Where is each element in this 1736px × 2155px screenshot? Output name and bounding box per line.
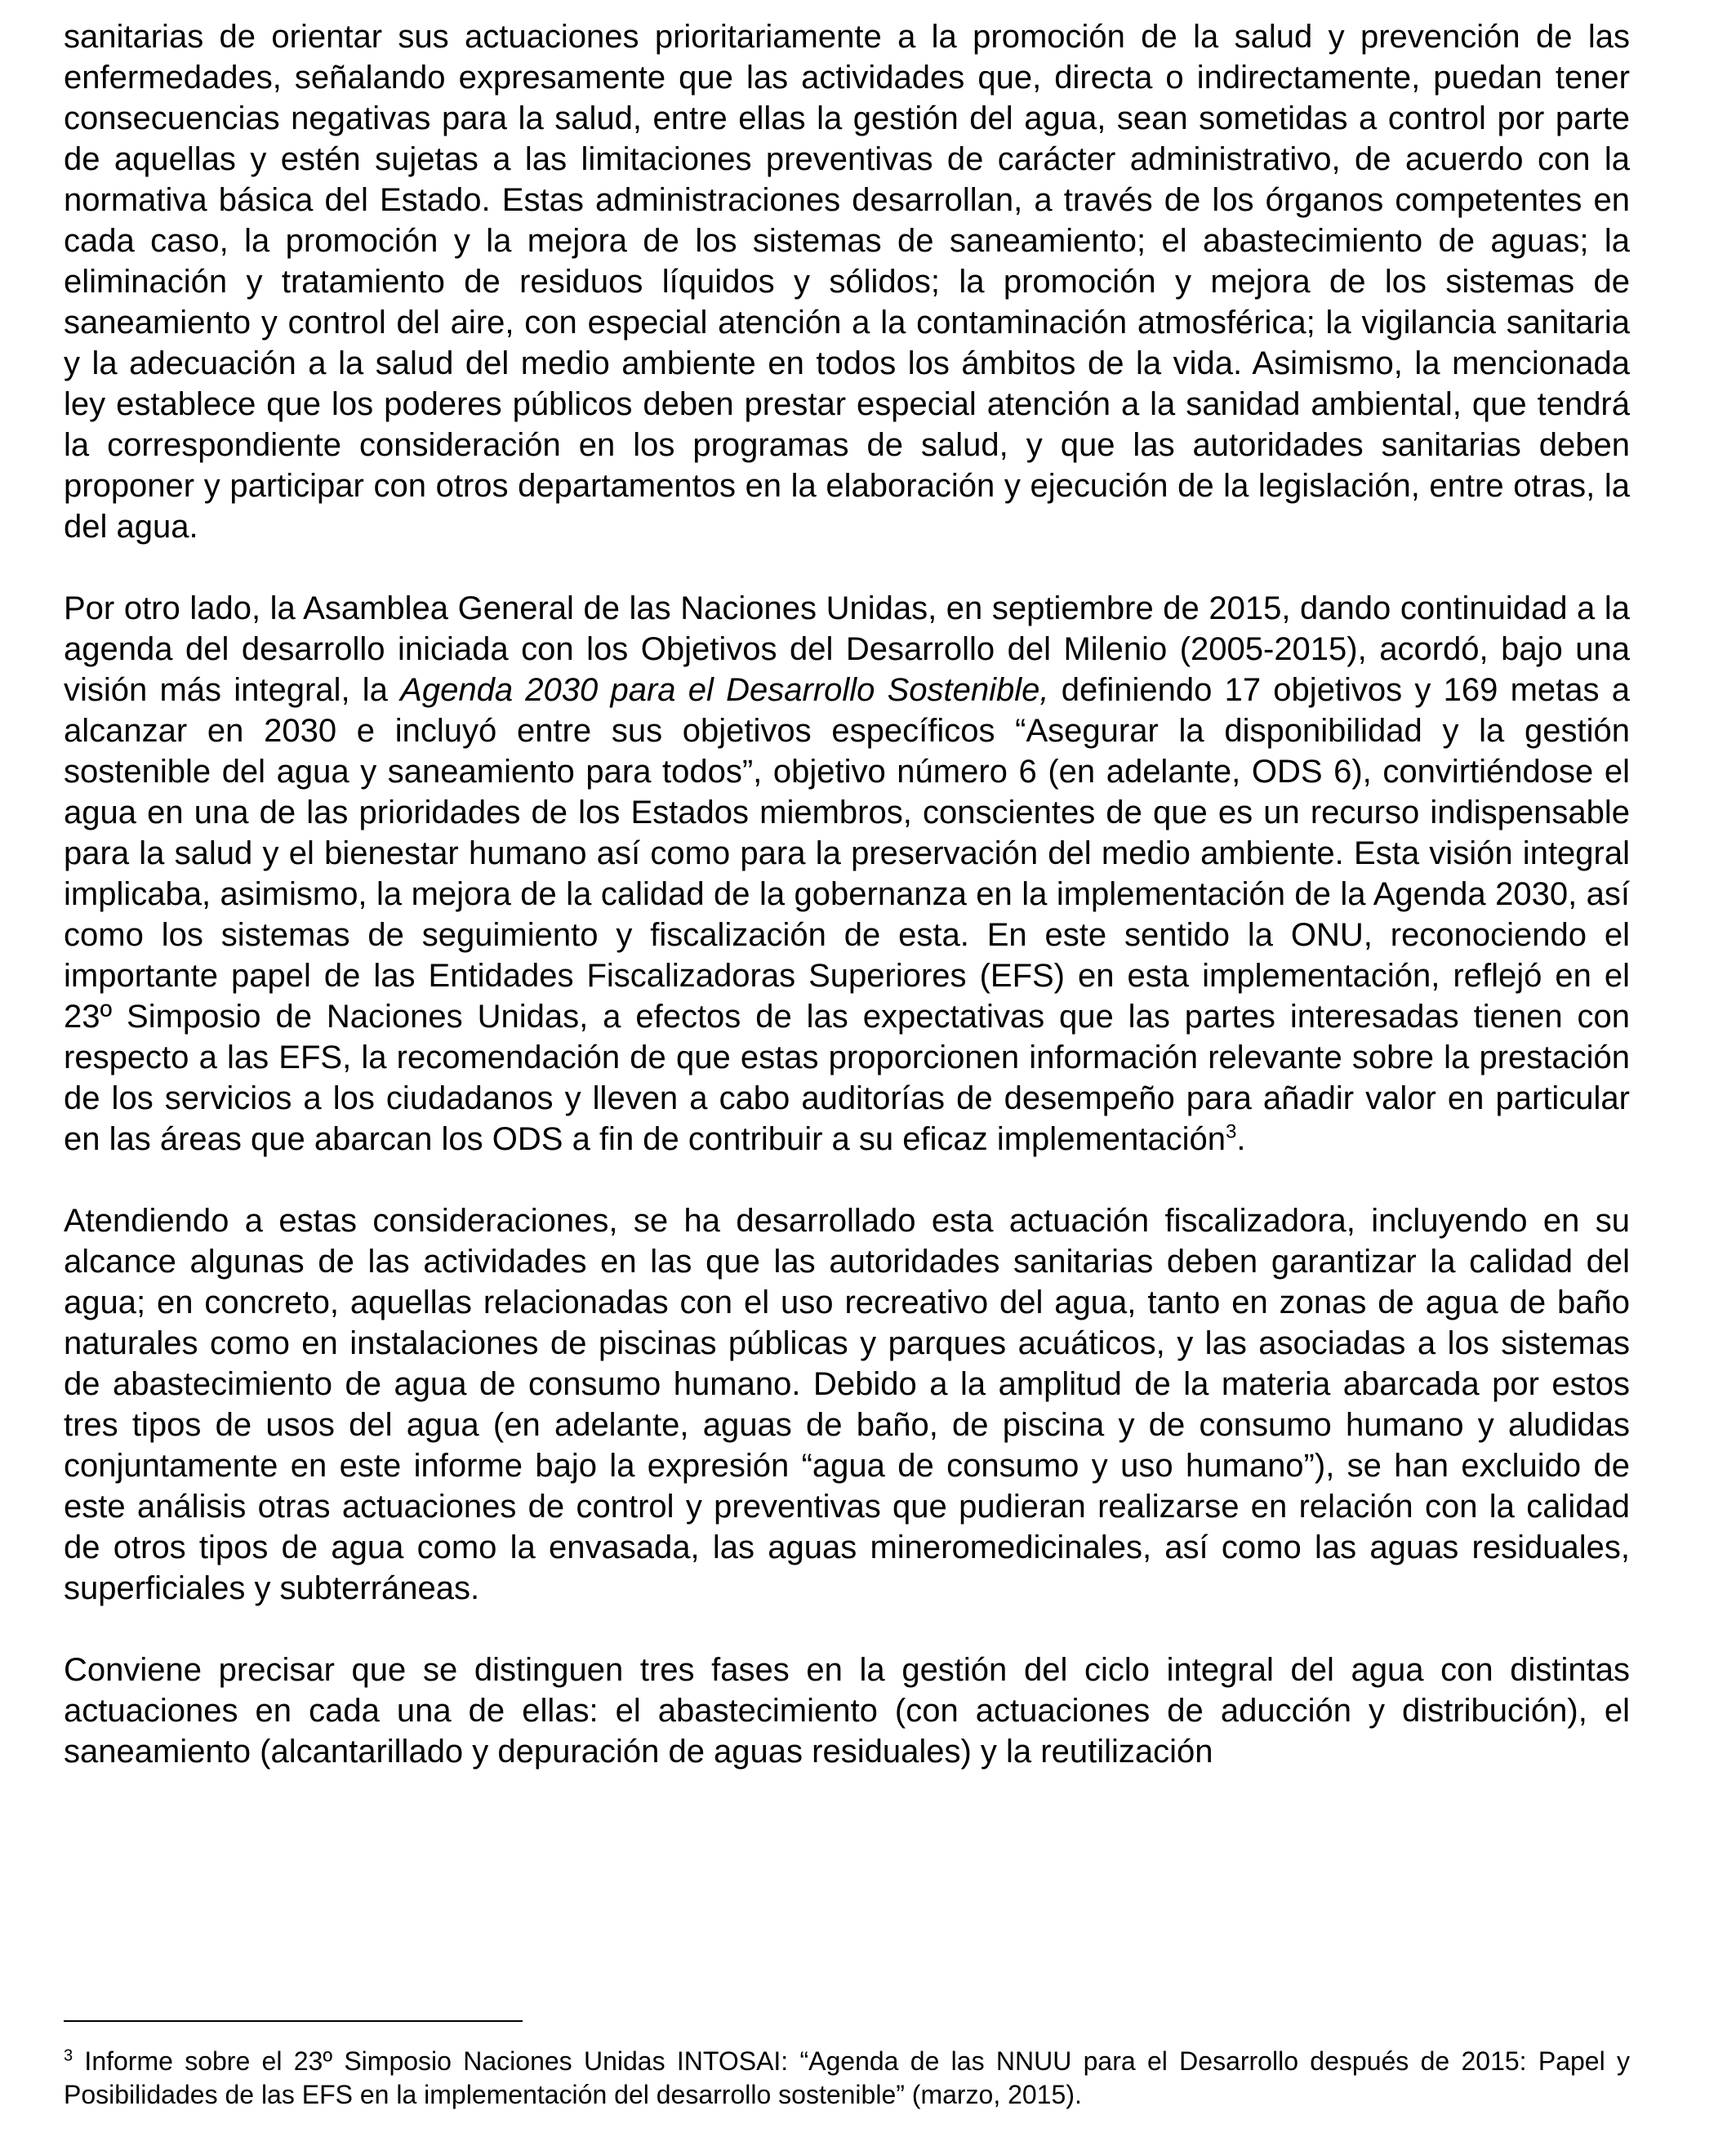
agenda-title-italic: Agenda 2030 para el Desarrollo Sostenible, — [400, 672, 1049, 708]
footnotes — [64, 2020, 1630, 2112]
footnote-number: 3 — [64, 2046, 73, 2065]
agenda-text-body: definiendo 17 objetivos y 169 metas a alcanzar en 2030 e incluyó entre sus objetivos específicos “Asegurar la disponibilidad y la gestión sostenible del agua y saneamiento para todos”, objetivo número 6 (en adelante, ODS 6), convirtiéndose el agua en una de las prioridades de los Estados miembros, conscientes de que es un recurso indispensable para la salud y el bienestar humano así como para la preservación del medio ambiente. Esta visión integral implicaba, asimismo, la mejora de la calidad de la gobernanza en la implementación de la Agenda 2030, así como los sistemas de seguimiento y fiscalización de esta. En este sentido la ONU, reconociendo el importante papel de las Entidades Fiscalizadoras Superiores (EFS) en esta implementación, reflejó en el 23º Simposio de Naciones Unidas, a efectos de las expectativas que las partes interesadas tienen con respecto a las EFS, la recomendación de que estas proporcionen información relevante sobre la prestación de los servicios a los ciudadanos y lleven a cabo auditorías de desempeño para añadir valor en particular en las áreas que abarcan los ODS a fin de contribuir a su eficaz implementación — [64, 672, 1630, 1157]
footnote-3 — [64, 2045, 1630, 2112]
agenda-text-end: . — [1236, 1121, 1246, 1157]
paragraph-scope: Atendiendo a estas consideraciones, se ha desarrollado esta actuación fiscalizadora, incluyendo en su alcance algunas de las actividades en las que las autoridades sanitarias deben garantizar la calidad del agua; en concreto, aquellas relacionadas con el uso recreativo del agua, tanto en zonas de agua de baño naturales como en instalaciones de piscinas públicas y parques acuáticos, y las asociadas a los sistemas de abastecimiento de agua de consumo humano. Debido a la amplitud de la materia abarcada por estos tres tipos de usos del agua (en adelante, aguas de baño, de piscina y de consumo humano y aludidas conjuntamente en este informe bajo la expresión “agua de consumo y uso humano”), se han excluido de este análisis otras actuaciones de control y preventivas que pudieran realizarse en relación con la calidad de otros tipos de agua como la envasada, las aguas mineromedicinales, así como las aguas residuales, superficiales y subterráneas. — [64, 1203, 1630, 1606]
footnote-separator — [64, 2020, 523, 2022]
paragraph-agenda-2030 — [64, 588, 1630, 1160]
agenda-text-intro: Por otro lado, la Asamblea General de las Naciones Unidas, en septiembre de 2015, dando continuidad a la agenda del desarrollo iniciada con los Objetivos del Desarrollo del Milenio (2005-2015), acordó, bajo una visión más integral, la — [64, 590, 1630, 708]
footnote-text: Informe sobre el 23º Simposio Naciones Unidas INTOSAI: “Agenda de las NNUU para el Desarrollo después de 2015: Papel y Posibilidades de las EFS en la implementación del desarrollo sostenible” (marzo, 2015). — [64, 2046, 1630, 2109]
document-body — [64, 16, 1630, 1772]
paragraph-water-cycle: Conviene precisar que se distinguen tres fases en la gestión del ciclo integral del agua con distintas actuaciones en cada una de ellas: el abastecimiento (con actuaciones de aducción y distribución), el saneamiento (alcantarillado y depuración de aguas residuales) y la reutilización — [64, 1652, 1630, 1770]
paragraph-health-authorities: sanitarias de orientar sus actuaciones prioritariamente a la promoción de la salud y prevención de las enfermedades, señalando expresamente que las actividades que, directa o indirectamente, puedan tener consecuencias negativas para la salud, entre ellas la gestión del agua, sean sometidas a control por parte de aquellas y estén sujetas a las limitaciones preventivas de carácter administrativo, de acuerdo con la normativa básica del Estado. Estas administraciones desarrollan, a través de los órganos competentes en cada caso, la promoción y la mejora de los sistemas de saneamiento; el abastecimiento de aguas; la eliminación y tratamiento de residuos líquidos y sólidos; la promoción y mejora de los sistemas de saneamiento y control del aire, con especial atención a la contaminación atmosférica; la vigilancia sanitaria y la adecuación a la salud del medio ambiente en todos los ámbitos de la vida. Asimismo, la mencionada ley establece que los poderes públicos deben prestar especial atención a la sanidad ambiental, que tendrá la correspondiente consideración en los programas de salud, y que las autoridades sanitarias deben proponer y participar con otros departamentos en la elaboración y ejecución de la legislación, entre otras, la del agua. — [64, 19, 1630, 545]
footnote-reference[interactable]: 3 — [1226, 1120, 1237, 1143]
